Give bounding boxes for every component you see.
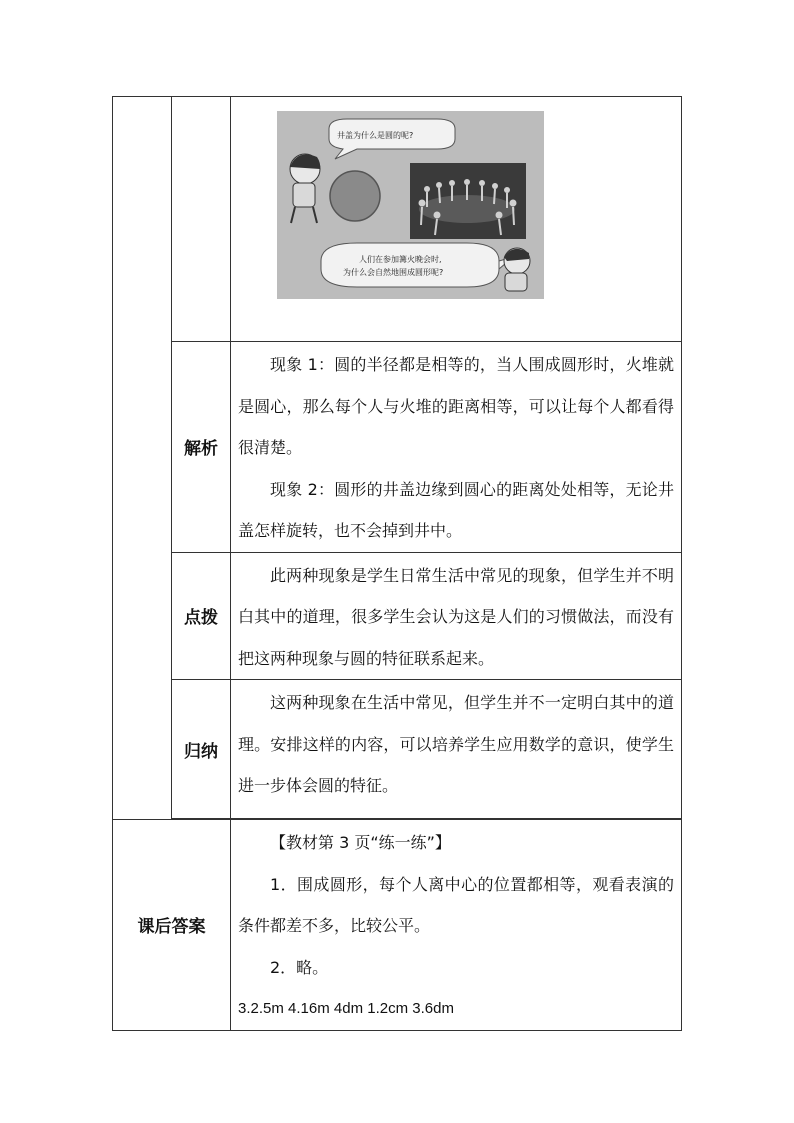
manhole-cover (330, 171, 380, 221)
tips-content (231, 552, 682, 680)
summary-content (231, 680, 682, 819)
bubble-bottom-text-2: 为什么会自然地围成圆形呢? (343, 268, 444, 277)
boy-cartoon (504, 248, 530, 291)
summary-label: 归纳 (172, 680, 231, 819)
answer-2: 2．略。 (270, 957, 329, 977)
answers-heading: 【教材第 3 页“练一练”】 (270, 833, 451, 852)
lesson-table (112, 96, 682, 1031)
analysis-content (231, 342, 682, 553)
figure-illustration (277, 111, 544, 299)
answers-content (231, 820, 682, 1031)
bubble-bottom-text-1: 人们在参加篝火晚会时, (359, 255, 442, 264)
bubble-top-text: 井盖为什么是圆的呢? (337, 131, 414, 140)
tips-paragraph: 此两种现象是学生日常生活中常见的现象，但学生并不明白其中的道理，很多学生会认为这是人们的习惯做法，而没有把这两种现象与圆的特征联系起来。 (238, 565, 674, 668)
figure-cell (231, 97, 682, 342)
summary-paragraph: 这两种现象在生活中常见，但学生并不一定明白其中的道理。安排这样的内容，可以培养学生应用数学的意识，使学生进一步体会圆的特征。 (238, 693, 674, 795)
left-blank-cell (113, 97, 172, 820)
analysis-paragraph-1: 现象 1：圆的半径都是相等的，当人围成圆形时，火堆就是圆心，那么每个人与火堆的距离相等，可以让每个人都看得很清楚。 (238, 355, 674, 457)
answer-1: 1．围成圆形，每个人离中心的位置都相等，观看表演的条件都差不多，比较公平。 (238, 874, 674, 935)
analysis-label: 解析 (172, 342, 231, 553)
blank-label-cell (172, 97, 231, 342)
answers-label: 课后答案 (113, 820, 231, 1031)
tips-label: 点拨 (172, 552, 231, 680)
answer-3: 3.2.5m 4.16m 4dm 1.2cm 3.6dm (238, 1000, 454, 1017)
textbook-figure (277, 111, 544, 299)
campfire-photo (410, 163, 526, 239)
analysis-paragraph-2: 现象 2：圆形的井盖边缘到圆心的距离处处相等，无论井盖怎样旋转，也不会掉到井中。 (238, 479, 674, 540)
